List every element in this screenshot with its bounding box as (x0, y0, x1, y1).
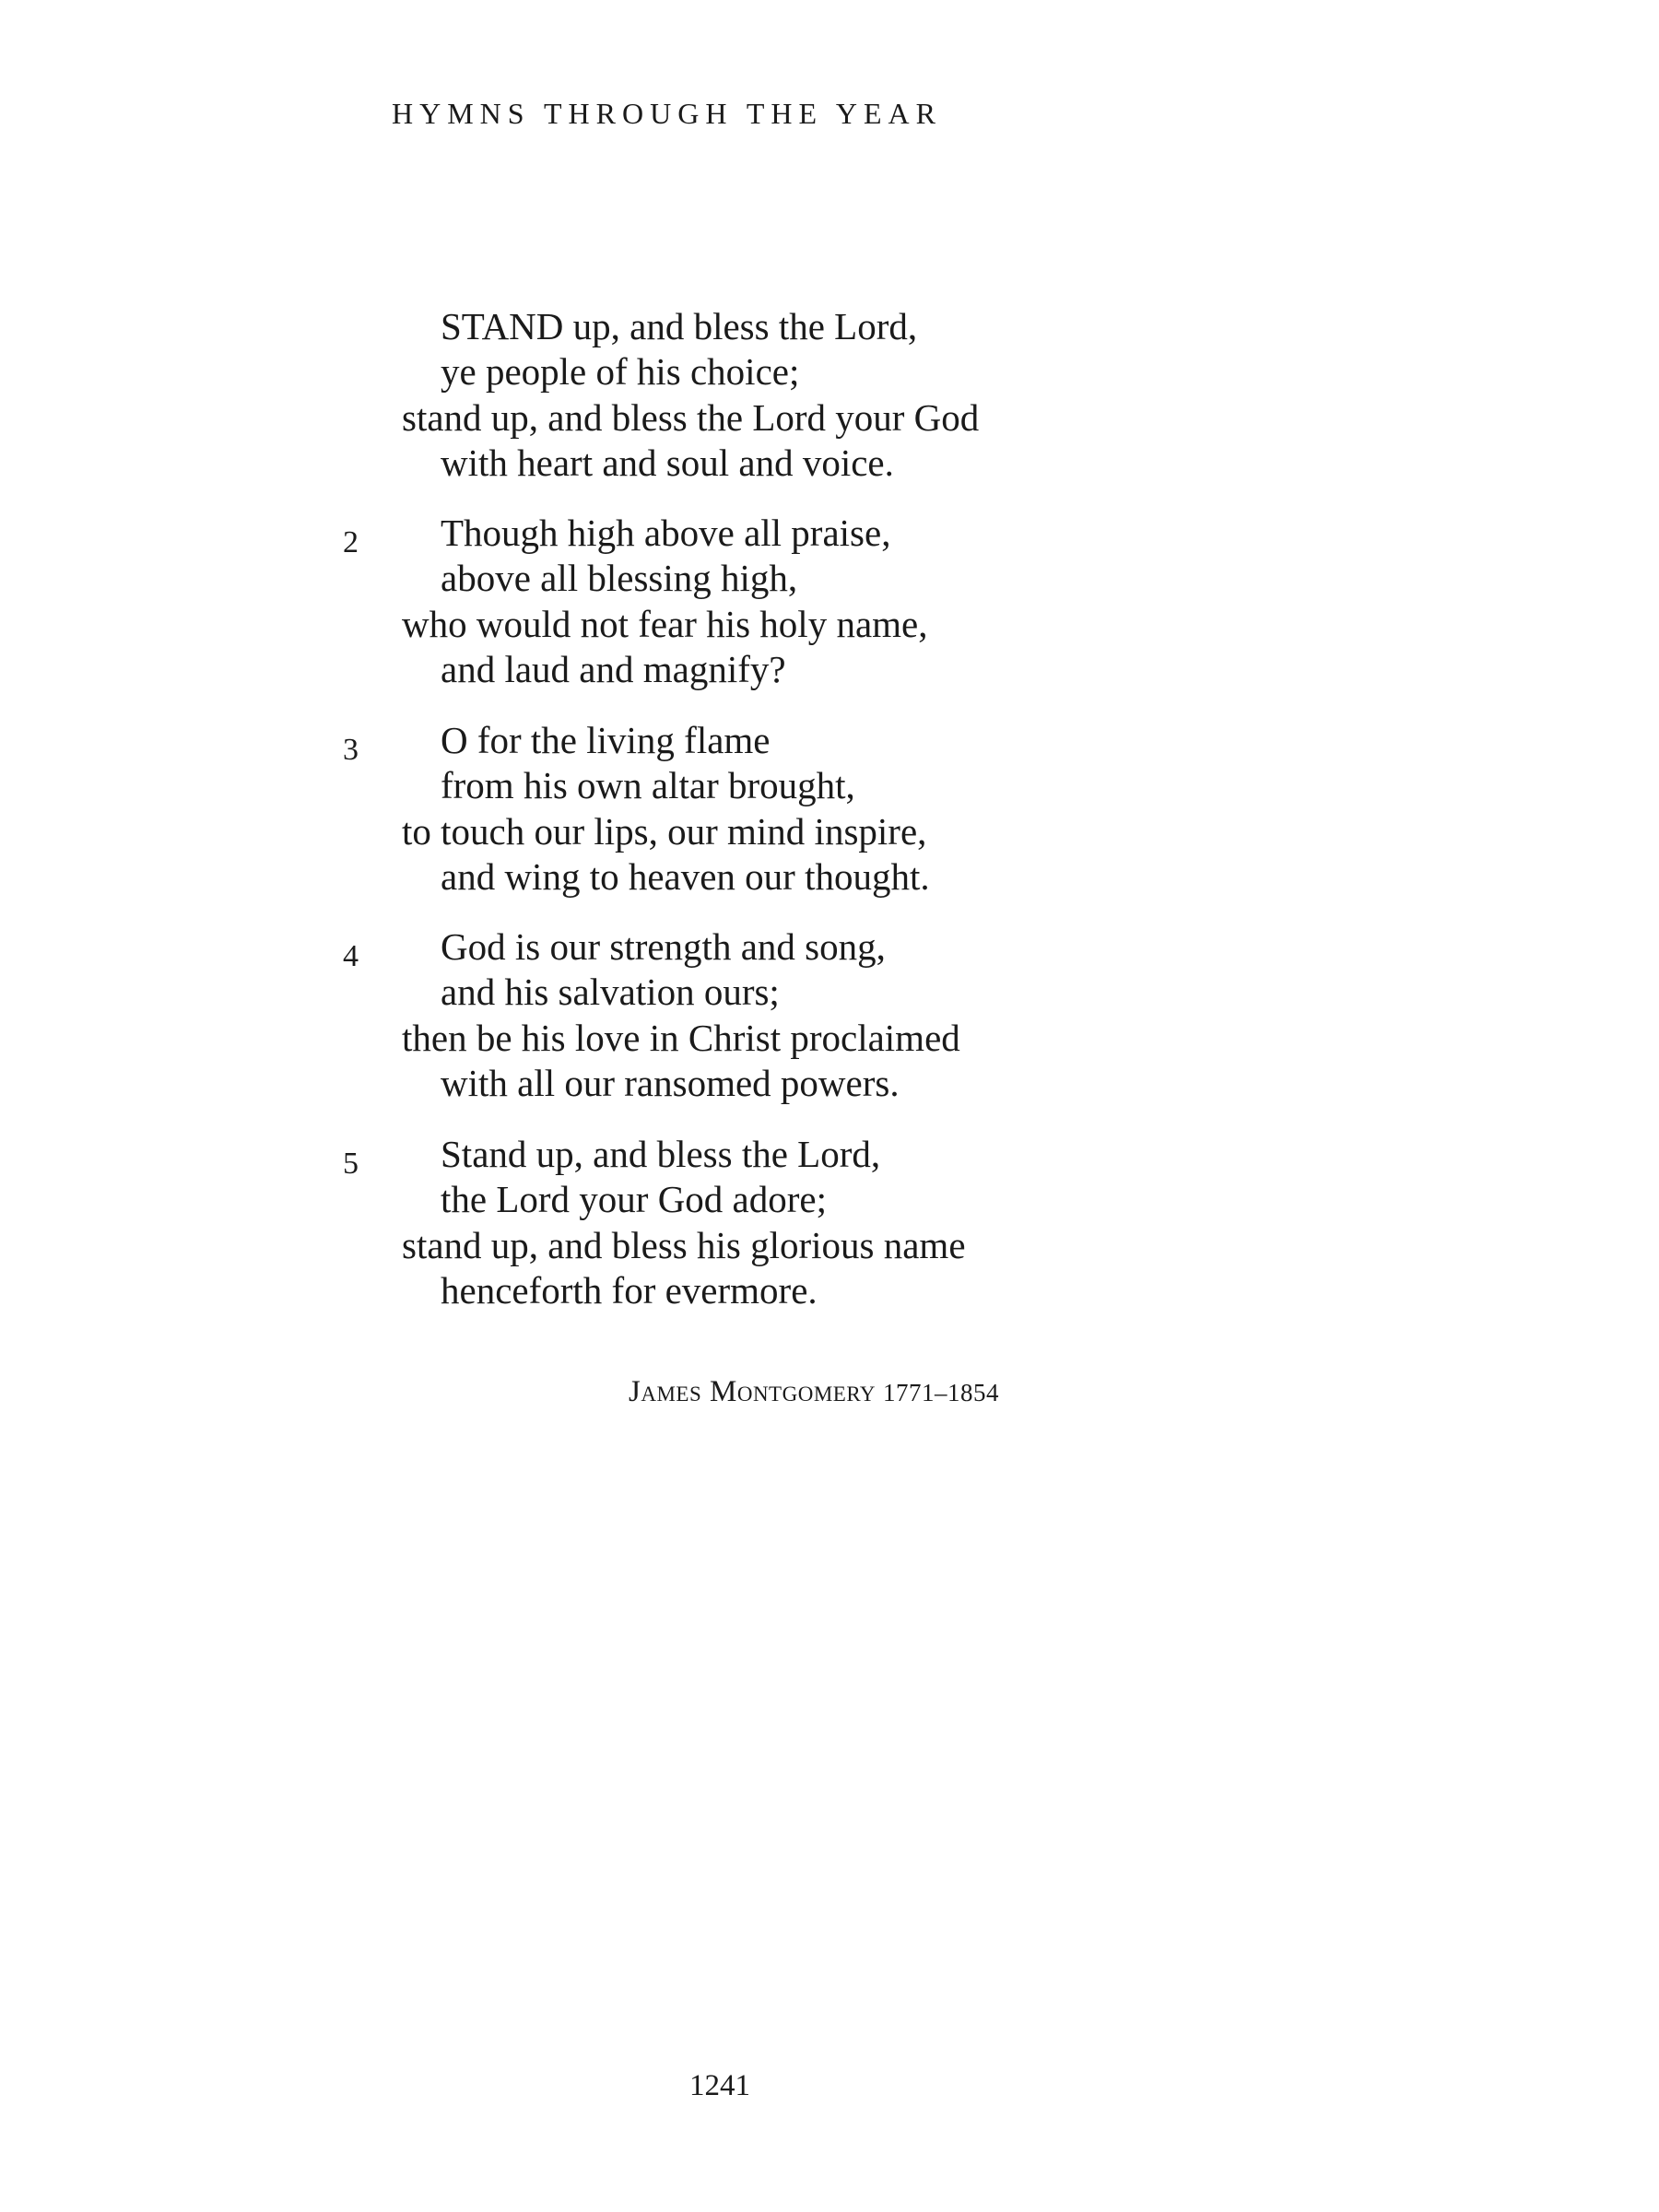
author-dates: 1771–1854 (883, 1379, 1000, 1406)
verse-line: Stand up, and bless the Lord, (441, 1133, 881, 1175)
verse-line: STAND up, and bless the Lord, (441, 305, 918, 347)
verse-line: ye people of his choice; (441, 350, 800, 393)
verse-line: and laud and magnify? (441, 648, 786, 690)
verse-line: O for the living flame (441, 719, 771, 761)
verse-line: the Lord your God adore; (441, 1178, 827, 1220)
verse-number: 4 (343, 939, 359, 973)
verse-line: to touch our lips, our mind inspire, (402, 810, 927, 853)
verse-line: with heart and soul and voice. (441, 441, 894, 484)
verse-line: and his salvation ours; (441, 971, 780, 1013)
verse-line: above all blessing high, (441, 557, 798, 599)
verse-line: then be his love in Christ proclaimed (402, 1017, 960, 1059)
verse-number: 3 (343, 733, 359, 767)
page-number: 1241 (689, 2069, 750, 2102)
verse-line: Though high above all praise, (441, 512, 891, 554)
author-name: James Montgomery (629, 1375, 877, 1408)
verse-line: with all our ransomed powers. (441, 1062, 900, 1104)
running-head: HYMNS THROUGH THE YEAR (392, 97, 942, 130)
verse-number: 2 (343, 525, 359, 559)
verse-line: from his own altar brought, (441, 764, 855, 806)
author-attribution (629, 1375, 999, 1409)
verse-line: henceforth for evermore. (441, 1269, 818, 1312)
verse-number: 5 (343, 1147, 359, 1181)
verse-line: and wing to heaven our thought. (441, 855, 930, 898)
verse-line: who would not fear his holy name, (402, 603, 928, 645)
verse-line: God is our strength and song, (441, 925, 886, 968)
verse-line: stand up, and bless his glorious name (402, 1224, 966, 1266)
verse-line: stand up, and bless the Lord your God (402, 396, 980, 439)
